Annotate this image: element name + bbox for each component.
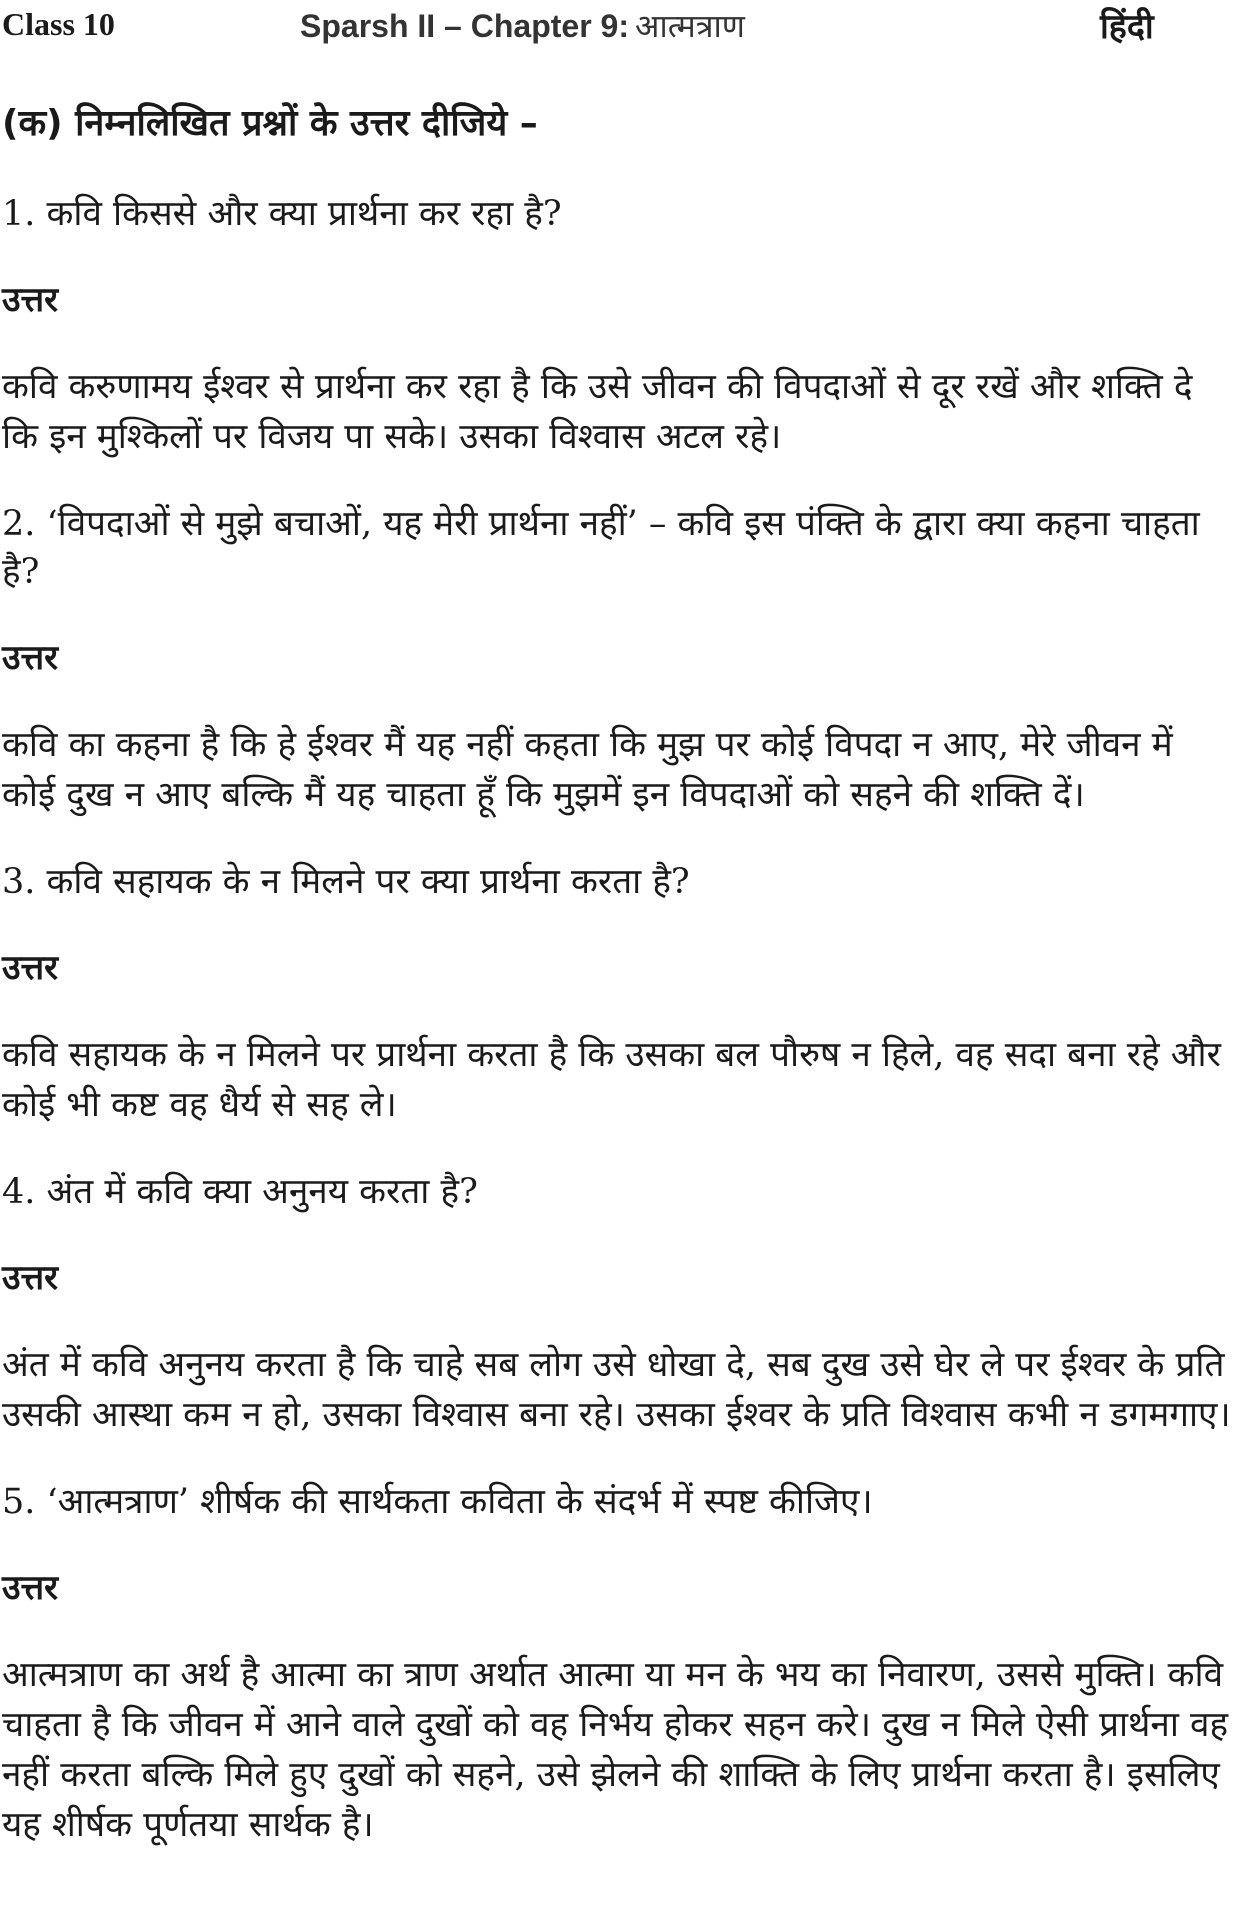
subject-label: हिंदी [1100,7,1154,47]
question-text: 3. कवि सहायक के न मिलने पर क्या प्रार्थना करता है? [2,862,690,902]
question-text: 1. कवि किससे और क्या प्रार्थना कर रहा है? [2,194,562,234]
chapter-label: Sparsh II – Chapter 9: [300,8,629,44]
chapter-heading [300,4,745,47]
section-title: (क) निम्नलिखित प्रश्नों के उत्तर दीजिये – [2,103,538,144]
answer-text: आत्मत्राण का अर्थ है आत्मा का त्राण अर्थात आत्मा या मन के भय का निवारण, उससे मुक्ति। कवि चाहता है कि जीवन में आने वाले दुखों को वह निर्भय होकर सहन करे। दुख न मिले ऐसी प्रार्थना वह नहीं करता बल्कि मिले हुए दुखों को सहने, उसे झेलने की शाक्ति के लिए प्रार्थना करता है। इसलिए यह शीर्षक पूर्णतया सार्थक है। [2,1655,1229,1845]
qa-block [0,1168,1236,1440]
qa-block [0,1478,1236,1850]
answer-text: कवि सहायक के न मिलने पर प्रार्थना करता है कि उसका बल पौरुष न हिले, वह सदा बना रहे और कोई भी कष्ट वह धैर्य से सह ले। [2,1035,1221,1125]
qa-block [0,500,1236,820]
question-text: 5. ‘आत्मत्राण’ शीर्षक की सार्थकता कविता के संदर्भ में स्पष्ट कीजिए। [2,1482,873,1522]
answer-label: उत्तर [2,280,59,320]
page-header [0,0,1239,60]
answer-label: उत्तर [2,638,59,678]
document-body [0,100,1236,1888]
answer-label: उत्तर [2,948,59,988]
answer-text: कवि का कहना है कि हे ईश्वर मैं यह नहीं कहता कि मुझ पर कोई विपदा न आए, मेरे जीवन में कोई दुख न आए बल्कि मैं यह चाहता हूँ कि मुझमें इन विपदाओं को सहने की शक्ति दें। [2,725,1173,815]
question-text: 2. ‘विपदाओं से मुझे बचाओं, यह मेरी प्रार्थना नहीं’ – कवि इस पंक्ति के द्वारा क्या कहना चाहता है? [2,504,1200,592]
answer-text: अंत में कवि अनुनय करता है कि चाहे सब लोग उसे धोखा दे, सब दुख उसे घेर ले पर ईश्वर के प्रति उसकी आस्था कम न हो, उसका विश्वास बना रहे। उसका ईश्वर के प्रति विश्वास कभी न डगमगाए। [2,1345,1231,1435]
answer-label: उत्तर [2,1258,59,1298]
answer-text: कवि करुणामय ईश्वर से प्रार्थना कर रहा है कि उसे जीवन की विपदाओं से दूर रखें और शक्ति दे कि इन मुश्किलों पर विजय पा सके। उसका विश्वास अटल रहे। [2,367,1193,457]
question-text: 4. अंत में कवि क्या अनुनय करता है? [2,1172,478,1212]
answer-label: उत्तर [2,1568,59,1608]
qa-block [0,858,1236,1130]
chapter-title: आत्मत्राण [634,7,745,45]
class-label: Class 10 [2,6,115,42]
qa-block [0,190,1236,462]
